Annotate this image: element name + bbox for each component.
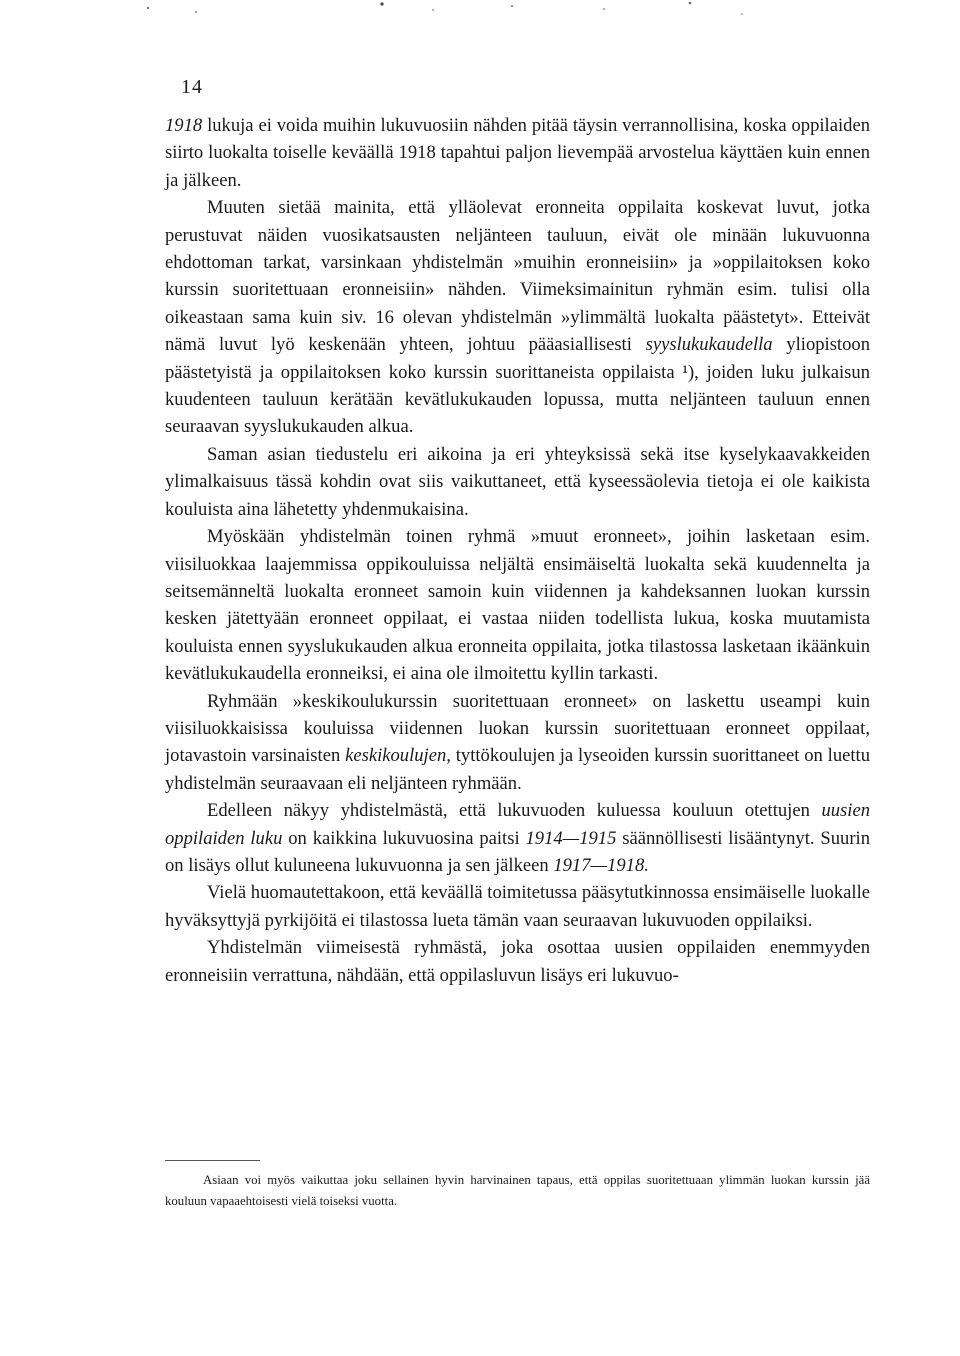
body-text <box>165 112 870 989</box>
paragraph-text: säännöllisesti lisääntynyt. Suurin on lisäys ollut kuluneena lukuvuonna ja sen jälkeen <box>165 827 870 876</box>
paragraph <box>165 194 870 441</box>
paragraph-text: Vielä huomautettakoon, että keväällä toimitetussa pääsytutkinnossa ensimäiselle luokalle hyväksyttyjä pyrkijöitä ei tilastossa lueta tämän vaan seuraavan lukuvuoden oppilaiksi. <box>165 882 870 931</box>
italic-text: 1918 <box>165 115 203 136</box>
page-number: 14 <box>181 76 203 98</box>
paragraph <box>165 523 870 687</box>
footnote-text: Asiaan voi myös vaikuttaa joku sellainen hyvin harvinainen tapaus, että oppilas suoritettuaan ylimmän luokan kurssin jää kouluun vapaaehtoisesti vielä toiseksi vuotta. <box>165 1173 870 1208</box>
paragraph-text: Saman asian tiedustelu eri aikoina ja eri yhteyksissä sekä itse kyselykaavakkeiden ylimalkaisuus tässä kohdin ovat siis vaikuttaneet, että kyseessäolevia tietoja ei ole kaikista kouluista aina lähetetty yhdenmukaisina. <box>165 443 870 520</box>
italic-text: keskikoulujen, <box>345 745 451 767</box>
italic-text: 1914—1915 <box>525 827 617 849</box>
footnote <box>165 1170 870 1212</box>
paragraph-text: Yhdistelmän viimeisestä ryhmästä, joka osottaa uusien oppilaiden enemmyyden eronneisiin verrattuna, nähdään, että oppilasluvun lisäys eri lukuvuo- <box>165 937 870 986</box>
paragraph <box>165 879 870 934</box>
paragraph <box>165 688 870 798</box>
paragraph-text: yliopistoon päästetyistä ja oppilaitoksen koko kurssin suorittaneista oppilaista ¹), joiden luku julkaisun kuudenteen tauluun kerätään kevätlukukauden lopussa, mutta neljänteen tauluun ennen seuraavan syyslukukauden alkua. <box>165 334 870 438</box>
paragraph <box>165 934 870 989</box>
paragraph-text: Edelleen näkyy yhdistelmästä, että lukuvuoden kuluessa kouluun otettujen <box>207 800 822 822</box>
paragraph <box>165 112 870 194</box>
paragraph <box>165 441 870 523</box>
paragraph-text: lukuja ei voida muihin lukuvuosiin nähden pitää täysin verrannollisina, koska oppilaiden siirto luokalta toiselle keväällä 1918 tapahtui paljon lievempää arvostelua käyttäen kuin ennen ja jälkeen. <box>165 115 870 191</box>
scan-specks <box>0 0 960 30</box>
paragraph-text: Ryhmään »keskikoulukurssin suoritettuaan eronneet» on laskettu useampi kuin viisiluokkaisissa kouluissa viidennen luokan kurssin suoritettuaan eronneet oppilaat, jotavastoin varsinaisten <box>165 690 870 767</box>
paragraph-text: tyttökoulujen ja lyseoiden kurssin suorittaneet on luettu yhdistelmän seuraavaan eli neljänteen ryhmään. <box>165 745 871 794</box>
paragraph-text: Myöskään yhdistelmän toinen ryhmä »muut eronneet», joihin lasketaan esim. viisiluokkaa laajemmissa oppikouluissa neljältä ensimäiseltä luokalta sekä kuudennelta ja seitsemänneltä luokalta eronneet samoin kuin viidennen ja kahdeksannen luokan kurssin kesken jätettyään eronneet oppilaat, ei vastaa niiden todellista lukua, koska muutamista kouluista ennen syyslukukauden alkua eronneita oppilaita, jotka tilastossa lasketaan ikäänkuin kevätlukukaudella eronneiksi, ei aina ole ilmoitettu kyllin tarkasti. <box>165 526 870 685</box>
footnote-rule <box>165 1160 260 1161</box>
italic-text: syyslukukaudella <box>645 334 773 356</box>
paragraph <box>165 797 870 879</box>
italic-text: uusien oppilaiden luku <box>165 800 870 849</box>
paragraph-text: on kaikkina lukuvuosina paitsi <box>282 827 526 849</box>
italic-text: 1917—1918. <box>553 854 649 876</box>
paragraph-text: Muuten sietää mainita, että ylläolevat eronneita oppilaita koskevat luvut, jotka perustuvat näiden vuosikatsausten neljänteen tauluun, eivät ole minään lukuvuonna ehdottoman tarkat, varsinkaan yhdistelmän »muihin eronneisiin» ja »oppilaitoksen koko kurssin suoritettuaan eronneisiin» nähden. Viimeksimainitun ryhmän esim. tulisi olla oikeastaan sama kuin siv. 16 olevan yhdistelmän »ylimmältä luokalta päästetyt». Etteivät nämä luvut lyö keskenään yhteen, johtuu pääasiallisesti <box>165 197 870 356</box>
